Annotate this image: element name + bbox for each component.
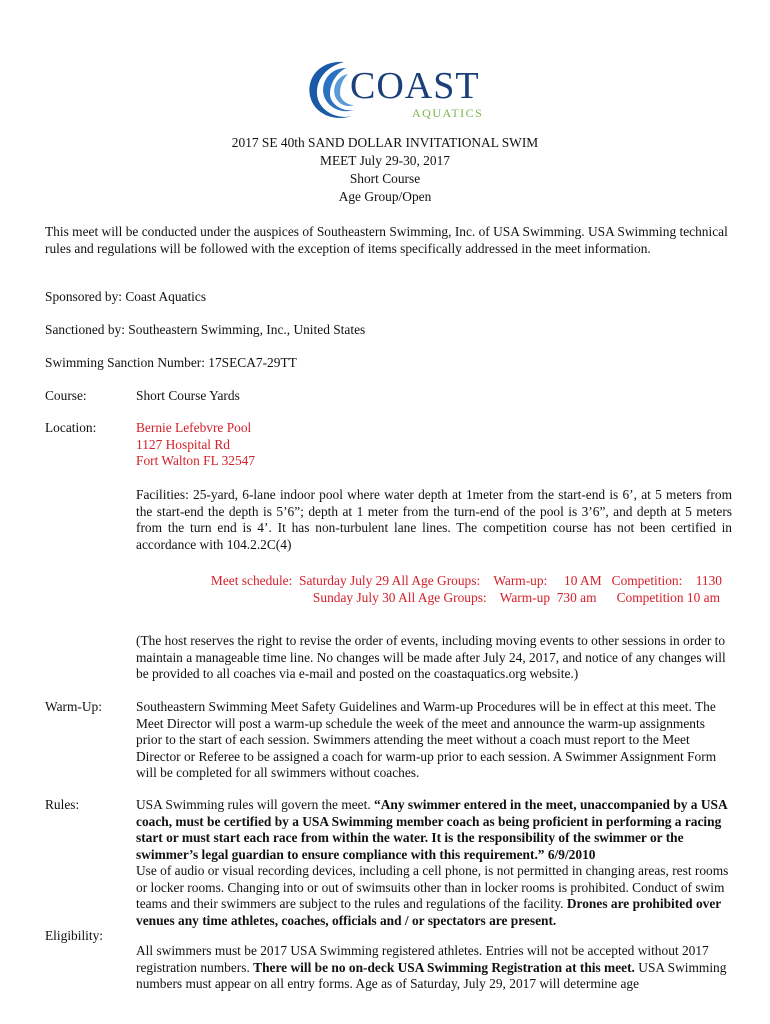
logo-brand-text: COAST — [350, 65, 480, 107]
meet-schedule-line-2: Sunday July 30 All Age Groups: Warm-up 730 am Competition 10 am — [312, 590, 720, 605]
meet-schedule-line-1: Meet schedule: Saturday July 29 All Age Groups: Warm-up: 10 AM Competition: 1130 — [210, 573, 722, 588]
title-line: Short Course — [349, 171, 421, 186]
eligibility-tail: USA Swimming numbers must appear on all entry forms. Age as of Saturday, July 29, 2017 will determine age — [136, 959, 727, 991]
rules-bold-quote: “Any swimmer entered in the meet, unaccompanied by a USA coach, must be certified by a USA Swimming member coach as being proficient in performing a racing start or must start each race from within the water. It is the responsibility of the swimmer or the swimmer’s legal guardian to ensure compliance with this requirement.” 6/9/2010 — [136, 797, 727, 862]
rules-drones: Drones are prohibited over venues any time athletes, coaches, officials and / or spectators are present. — [136, 896, 721, 928]
course-value: Short Course Yards — [136, 388, 240, 403]
warmup-label: Warm-Up: — [45, 699, 102, 714]
title-line: Age Group/Open — [338, 189, 432, 204]
course-label: Course: — [45, 388, 87, 403]
host-note: (The host reserves the right to revise the order of events, including moving events to other sessions in order to maintain a manageable time line. No changes will be made after July 24, 2017, and notice of any changes will be provided to all coaches via e-mail and posted on the coastaquatics.org website.) — [136, 633, 726, 681]
sanctioned-by: Sanctioned by: Southeastern Swimming, Inc., United States — [45, 322, 366, 337]
rules-recording: Use of audio or visual recording devices, including a cell phone, is not permitted in changing areas, rest rooms or locker rooms. Changing into or out of swimsuits other than in locker rooms is prohibited. Conduct of swim teams and their swimmers are subject to the rules and regulations of the facility. — [136, 863, 729, 911]
rules-paragraph — [136, 797, 732, 929]
sponsored-by: Sponsored by: Coast Aquatics — [45, 289, 207, 304]
rules-recording-paragraph — [136, 863, 732, 929]
meet-title — [0, 134, 770, 206]
warmup-paragraph: Southeastern Swimming Meet Safety Guidelines and Warm-up Procedures will be in effect at this meet. The Meet Director will post a warm-up schedule the week of the meet and announce the warm-up assignments prior to the start of each session. Swimmers attending the meet without a coach must report to the Meet Director or Referee to be assigned a coach for warm-up prior to each session. A Swimmer Assignment Form will be completed for all swimmers without coaches. — [136, 699, 717, 780]
title-line: MEET July 29-30, 2017 — [320, 153, 450, 168]
sanction-number: Swimming Sanction Number: 17SECA7-29TT — [45, 355, 297, 370]
location-label: Location: — [45, 420, 97, 435]
rules-label: Rules: — [45, 797, 80, 812]
location-address — [136, 420, 732, 470]
address-line: Bernie Lefebvre Pool — [136, 420, 252, 435]
title-line: 2017 SE 40th SAND DOLLAR INVITATIONAL SWIM — [231, 135, 539, 150]
coast-aquatics-logo — [300, 54, 484, 126]
eligibility-paragraph — [136, 943, 732, 993]
rules-lead: USA Swimming rules will govern the meet. — [136, 797, 375, 812]
logo-sub-text: AQUATICS — [412, 106, 484, 120]
eligibility-bold: There will be no on-deck USA Swimming Registration at this meet. — [253, 959, 635, 975]
address-line: Fort Walton FL 32547 — [136, 453, 256, 468]
eligibility-label: Eligibility: — [45, 928, 104, 943]
facilities-paragraph: Facilities: 25-yard, 6-lane indoor pool where water depth at 1meter from the start-end is 6’, at 5 meters from the start-end the depth is 5’6”; depth at 1 meter from the turn-end of the pool is 3’6”, and depth at 5 meters from the turn end is 4’. It has non-turbulent lane lines. The competition course has not been certified in accordance with 104.2.2C(4) — [136, 487, 732, 552]
intro-paragraph: This meet will be conducted under the auspices of Southeastern Swimming, Inc. of USA Swimming. USA Swimming technical rules and regulations will be followed with the exception of items specifically addressed in the meet information. — [45, 224, 728, 256]
eligibility-lead: All swimmers must be 2017 USA Swimming registered athletes. Entries will not be accepted without 2017 registration numbers. — [136, 943, 709, 975]
address-line: 1127 Hospital Rd — [136, 436, 230, 452]
